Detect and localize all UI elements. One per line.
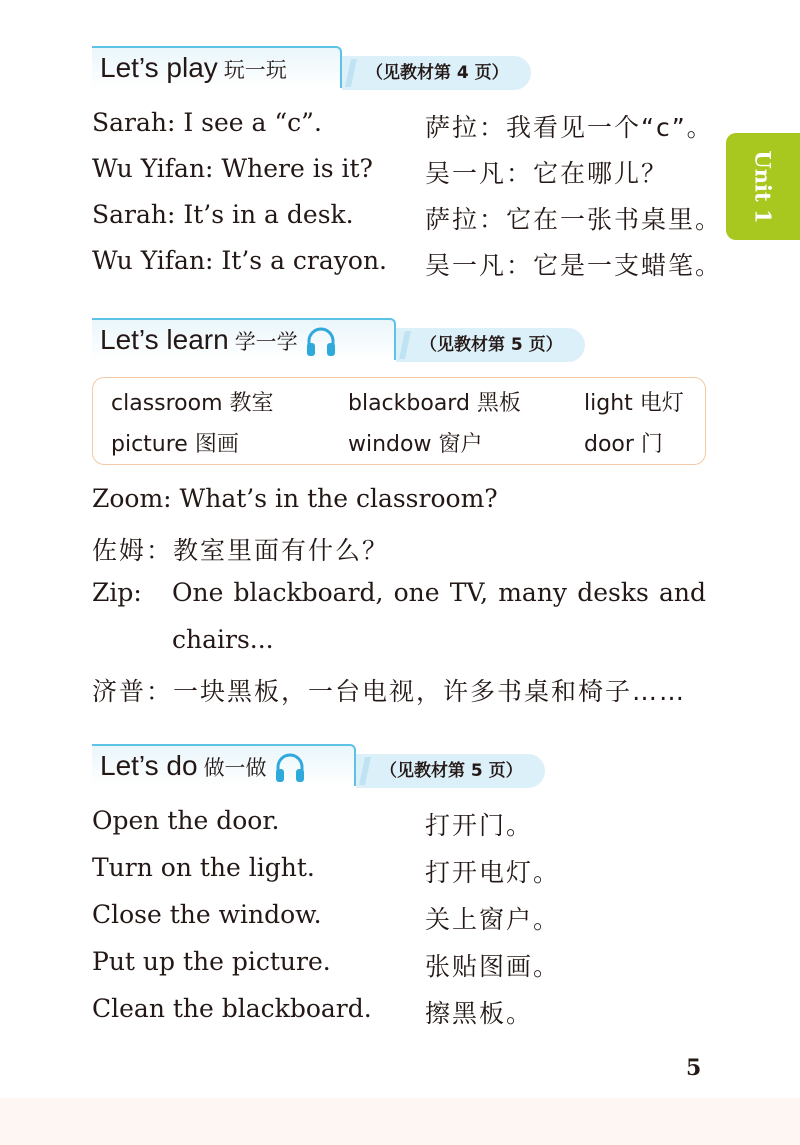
play-line-en: Wu Yifan: It’s a crayon.: [92, 246, 387, 275]
play-line-en: Sarah: It’s in a desk.: [92, 200, 354, 229]
textbook-page-ref: （见教材第 4 页）: [342, 56, 531, 90]
page-bottom-band: [0, 1098, 800, 1145]
do-line-en: Put up the picture.: [92, 947, 331, 976]
section-title-tab: [92, 318, 396, 360]
unit-tab[interactable]: [726, 133, 800, 240]
section-title-en: Let’s play: [100, 52, 218, 83]
section-title-en: Let’s do: [100, 750, 198, 781]
zoom-line-en: Zoom: What’s in the classroom?: [92, 484, 498, 513]
play-line-cn: 吴一凡：它在哪儿？: [425, 159, 669, 188]
section-title-tab: [92, 744, 356, 786]
vocab-word: picture 图画: [111, 432, 239, 457]
do-line-cn: 擦黑板。: [425, 999, 534, 1028]
do-line-en: Open the door.: [92, 806, 280, 835]
play-line-en: Sarah: I see a “c”.: [92, 108, 322, 137]
do-line-en: Clean the blackboard.: [92, 994, 372, 1023]
do-line-cn: 张贴图画。: [425, 952, 561, 981]
do-line-en: Turn on the light.: [92, 853, 315, 882]
section-title-en: Let’s learn: [100, 324, 229, 355]
do-line-cn: 打开电灯。: [425, 858, 561, 887]
vocab-word: blackboard 黑板: [348, 391, 521, 416]
section-title-cn: 玩一玩: [223, 58, 287, 82]
do-line-cn: 打开门。: [425, 811, 534, 840]
zip-label: Zip:: [92, 578, 142, 607]
page-number: 5: [686, 1055, 702, 1081]
play-line-en: Wu Yifan: Where is it?: [92, 154, 373, 183]
section-title-cn: 做一做: [203, 756, 267, 780]
vocab-word: classroom 教室: [111, 391, 274, 416]
section-title-tab: [92, 46, 342, 88]
play-line-cn: 萨拉：我看见一个“c”。: [425, 113, 714, 142]
zip-line-en-cont: chairs...: [172, 625, 274, 654]
vocab-word: window 窗户: [348, 432, 483, 457]
zip-line-en: One blackboard, one TV, many desks and: [172, 578, 706, 607]
play-line-cn: 萨拉：它在一张书桌里。: [425, 205, 723, 234]
vocab-word: door 门: [584, 432, 663, 457]
vocabulary-box: [92, 377, 706, 465]
do-line-cn: 关上窗户。: [425, 905, 561, 934]
zoom-line-cn: 佐姆：教室里面有什么？: [92, 536, 390, 565]
headphones-icon[interactable]: [273, 752, 307, 784]
do-line-en: Close the window.: [92, 900, 322, 929]
zip-line-cn: 济普：一块黑板，一台电视，许多书桌和椅子……: [92, 677, 687, 706]
headphones-icon[interactable]: [304, 326, 338, 358]
textbook-page-ref: （见教材第 5 页）: [356, 754, 545, 788]
vocab-word: light 电灯: [584, 391, 684, 416]
textbook-page-ref: （见教材第 5 页）: [396, 328, 585, 362]
section-title-cn: 学一学: [234, 330, 298, 354]
unit-tab-label: Unit 1: [750, 149, 776, 224]
play-line-cn: 吴一凡：它是一支蜡笔。: [425, 251, 723, 280]
